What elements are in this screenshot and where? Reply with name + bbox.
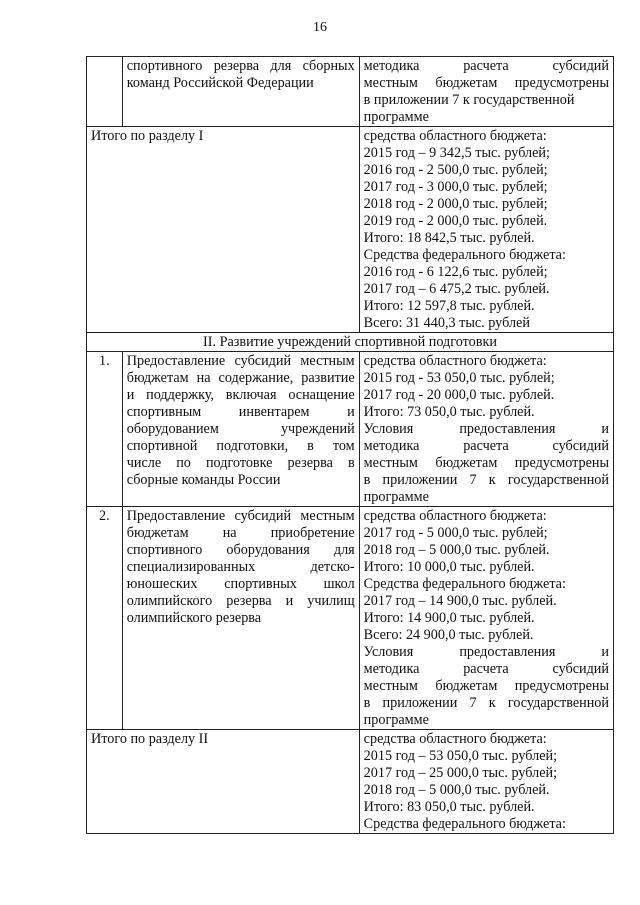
text-line: 2018 год – 5 000,0 тыс. рублей. xyxy=(363,782,550,798)
text-line: Итого: 12 597,8 тыс. рублей. xyxy=(363,298,535,314)
text-line: Итого: 18 842,5 тыс. рублей. xyxy=(363,230,535,246)
text-line: местным бюджетам предусмотрены xyxy=(363,455,609,471)
table-row-total-section-2 xyxy=(87,730,614,834)
text-line: программе xyxy=(363,489,429,505)
text-line: 2017 год – 6 475,2 тыс. рублей. xyxy=(363,281,550,297)
text-line: 2015 год - 53 050,0 тыс. рублей; xyxy=(363,370,555,386)
text-line: Всего: 31 440,3 тыс. рублей xyxy=(363,315,530,331)
total-label-cell: Итого по разделу II xyxy=(87,730,360,834)
text-line: 2015 год – 9 342,5 тыс. рублей; xyxy=(363,145,550,161)
text-line: команд Российской Федерации xyxy=(126,75,314,91)
text-line: бюджетам на содержание, развитие xyxy=(126,370,355,386)
text-line: средства областного бюджета: xyxy=(363,353,547,369)
text-line: числе по подготовке резерва в xyxy=(126,455,355,471)
text-line: Средства федерального бюджета: xyxy=(363,576,566,592)
section-heading: II. Развитие учреждений спортивной подготовки xyxy=(87,333,614,352)
table-row-item-1 xyxy=(87,352,614,507)
text-line: Итого: 10 000,0 тыс. рублей. xyxy=(363,559,535,575)
text-line: 2016 год - 6 122,6 тыс. рублей; xyxy=(363,264,548,280)
text-line: Условия предоставления и xyxy=(363,421,609,437)
row-number-cell xyxy=(87,57,123,127)
table-row-continuation xyxy=(87,57,614,127)
text-line: программе xyxy=(363,712,429,728)
text-line: спортивной подготовки, в том xyxy=(126,438,355,454)
text-line: оборудованием учреждений xyxy=(126,421,355,437)
text-line: сборные команды России xyxy=(126,472,281,488)
text-line: спортивного оборудования для xyxy=(126,542,355,558)
financing-cell xyxy=(359,507,613,730)
table-row-item-2 xyxy=(87,507,614,730)
text-line: Средства федерального бюджета: xyxy=(363,816,566,832)
financing-cell xyxy=(359,352,613,507)
text-line: Предоставление субсидий местным xyxy=(126,508,355,524)
text-line: 2016 год - 2 500,0 тыс. рублей; xyxy=(363,162,548,178)
text-line: Средства федерального бюджета: xyxy=(363,247,566,263)
financing-cell xyxy=(359,127,613,333)
text-line: местным бюджетам предусмотрены xyxy=(363,678,609,694)
description-cell xyxy=(122,507,359,730)
text-line: юношеских спортивных школ xyxy=(126,576,355,592)
text-line: 2018 год – 5 000,0 тыс. рублей. xyxy=(363,542,550,558)
text-line: Итого: 83 050,0 тыс. рублей. xyxy=(363,799,535,815)
text-line: 2017 год - 3 000,0 тыс. рублей; xyxy=(363,179,548,195)
text-line: олимпийского резерва и училищ xyxy=(126,593,355,609)
row-number-cell: 1. xyxy=(87,352,123,507)
text-line: Предоставление субсидий местным xyxy=(126,353,355,369)
text-line: методика расчета субсидий xyxy=(363,58,609,74)
text-line: Всего: 24 900,0 тыс. рублей. xyxy=(363,627,534,643)
page-number: 16 xyxy=(313,20,327,35)
text-line: местным бюджетам предусмотрены xyxy=(363,75,609,91)
row-number-cell: 2. xyxy=(87,507,123,730)
text-line: 2017 год – 25 000,0 тыс. рублей; xyxy=(363,765,558,781)
text-line: 2017 год - 20 000,0 тыс. рублей. xyxy=(363,387,555,403)
text-line: методика расчета субсидий xyxy=(363,438,609,454)
description-cell xyxy=(122,57,359,127)
text-line: средства областного бюджета: xyxy=(363,731,547,747)
text-line: Итого: 73 050,0 тыс. рублей. xyxy=(363,404,535,420)
table-row-section-heading xyxy=(87,333,614,352)
text-line: спортивным инвентарем и xyxy=(126,404,355,420)
text-line: спортивного резерва для сборных xyxy=(126,58,355,74)
text-line: Условия предоставления и xyxy=(363,644,609,660)
text-line: средства областного бюджета: xyxy=(363,508,547,524)
table-row-total-section-1 xyxy=(87,127,614,333)
text-line: средства областного бюджета: xyxy=(363,128,547,144)
text-line: специализированных детско- xyxy=(126,559,355,575)
text-line: 2015 год – 53 050,0 тыс. рублей; xyxy=(363,748,558,764)
text-line: в приложении 7 к государственной xyxy=(363,695,609,711)
text-line: программе xyxy=(363,109,429,125)
description-cell xyxy=(122,352,359,507)
text-line: 2019 год - 2 000,0 тыс. рублей. xyxy=(363,213,548,229)
text-line: в приложении 7 к государственной xyxy=(363,92,575,108)
program-table xyxy=(86,56,614,834)
text-line: 2017 год - 5 000,0 тыс. рублей; xyxy=(363,525,548,541)
financing-cell xyxy=(359,57,613,127)
text-line: 2017 год – 14 900,0 тыс. рублей. xyxy=(363,593,557,609)
text-line: методика расчета субсидий xyxy=(363,661,609,677)
financing-cell xyxy=(359,730,613,834)
text-line: бюджетам на приобретение xyxy=(126,525,355,541)
text-line: олимпийского резерва xyxy=(126,610,262,626)
text-line: и поддержку, включая оснащение xyxy=(126,387,355,403)
text-line: Итого: 14 900,0 тыс. рублей. xyxy=(363,610,535,626)
total-label-cell: Итого по разделу I xyxy=(87,127,360,333)
text-line: в приложении 7 к государственной xyxy=(363,472,609,488)
text-line: 2018 год - 2 000,0 тыс. рублей; xyxy=(363,196,548,212)
